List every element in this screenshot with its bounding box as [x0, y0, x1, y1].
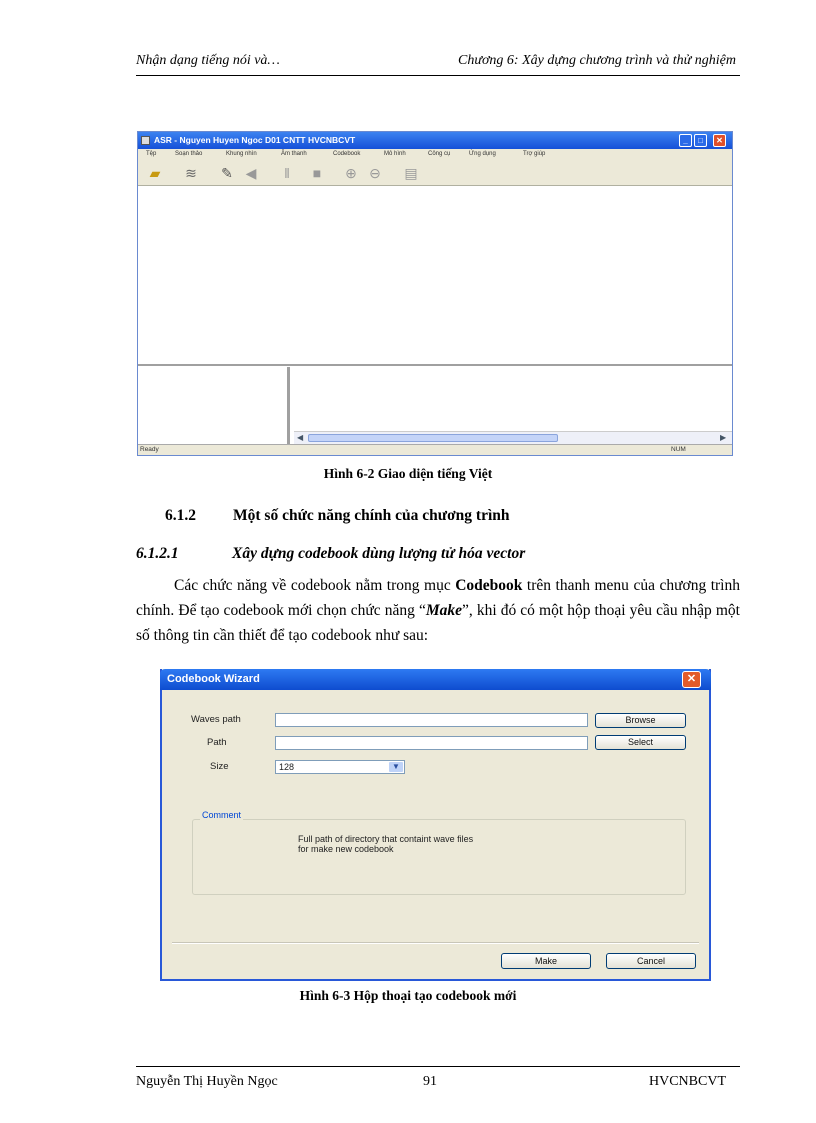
status-num-text: NUM	[671, 446, 686, 453]
dialog-separator	[172, 942, 699, 944]
subsection-title: Xây dựng codebook dùng lượng tử hóa vector	[232, 545, 526, 562]
minimize-icon[interactable]: _	[679, 134, 692, 147]
footer-page-number: 91	[423, 1074, 437, 1089]
asr-toolbar	[138, 160, 732, 186]
comment-text	[298, 834, 473, 854]
section-title: Một số chức năng chính của chương trình	[233, 507, 510, 524]
size-label: Size	[210, 761, 229, 772]
browse-button[interactable]: Browse	[595, 713, 686, 728]
paragraph-bold-codebook: Codebook	[455, 577, 523, 594]
select-button[interactable]: Select	[595, 735, 686, 750]
subsection-number: 6.1.2.1	[136, 545, 179, 562]
asr-right-pane	[294, 367, 732, 431]
size-select-value: 128	[279, 762, 295, 772]
paragraph-part-3: ”, khi đó có một hộp thoại yêu cầu nhập một số thông tin cần thiết để tạo codebook như sau:	[136, 602, 740, 644]
book-icon[interactable]: ▤	[404, 165, 418, 181]
asr-horizontal-scrollbar[interactable]	[294, 431, 732, 444]
asr-window-titlebar	[138, 132, 732, 149]
footer-author: Nguyễn Thị Huyền Ngọc	[136, 1074, 278, 1089]
header-right-text: Chương 6: Xây dựng chương trình và thử nghiệm	[457, 53, 736, 68]
asr-menubar	[138, 149, 732, 160]
dialog-titlebar	[160, 669, 711, 690]
paragraph-part-2: trên thanh menu của chương trình chính. Để tạo codebook mới chọn chức năng “	[136, 577, 740, 619]
asr-statusbar	[138, 444, 732, 455]
codebook-wizard-dialog	[160, 669, 711, 981]
maximize-icon[interactable]: □	[694, 134, 707, 147]
asr-left-pane	[138, 367, 290, 444]
dialog-title: Codebook Wizard	[167, 673, 260, 685]
header-left-text: Nhận dạng tiếng nói và…	[136, 53, 280, 68]
size-select[interactable]	[275, 760, 405, 774]
menu-item-tro-giup[interactable]: Trợ giúp	[523, 151, 546, 157]
open-folder-icon[interactable]: ▰	[149, 165, 161, 181]
running-footer	[136, 1066, 740, 1089]
path-label: Path	[207, 737, 227, 748]
waves-path-label: Waves path	[191, 714, 241, 725]
pause-icon[interactable]: ‖	[284, 165, 290, 181]
scrollbar-thumb[interactable]	[308, 434, 558, 442]
zoom-in-icon[interactable]: ⊕	[345, 165, 357, 181]
section-number: 6.1.2	[165, 507, 196, 524]
chevron-down-icon[interactable]: ▼	[389, 762, 403, 772]
paragraph-italic-make: Make	[425, 602, 462, 619]
dialog-close-icon[interactable]: ✕	[682, 671, 701, 688]
asr-main-window-screenshot	[137, 131, 733, 456]
running-header	[136, 50, 740, 76]
zoom-out-icon[interactable]: ⊖	[369, 165, 381, 181]
comment-line-2: for make new codebook	[298, 844, 394, 854]
menu-item-khung-nhin[interactable]: Khung nhìn	[226, 151, 257, 157]
waves-path-input[interactable]	[275, 713, 588, 727]
make-button[interactable]: Make	[501, 953, 591, 969]
menu-item-am-thanh[interactable]: Âm thanh	[281, 151, 307, 157]
figure-6-3-caption: Hình 6-3 Hộp thoại tạo codebook mới	[299, 988, 517, 1003]
close-icon[interactable]: ✕	[713, 134, 726, 147]
comment-line-1: Full path of directory that containt wave files	[298, 834, 474, 844]
scroll-left-icon[interactable]: ◀	[297, 433, 304, 442]
app-icon	[141, 136, 150, 145]
menu-item-mo-hinh[interactable]: Mô hình	[384, 151, 406, 157]
body-paragraph	[136, 573, 740, 648]
asr-window-title: ASR - Nguyen Huyen Ngoc D01 CNTT HVCNBCVT	[154, 135, 356, 145]
comment-group	[192, 819, 686, 895]
menu-item-cong-cu[interactable]: Công cụ	[428, 151, 451, 157]
comment-legend: Comment	[202, 810, 242, 820]
cancel-button[interactable]: Cancel	[606, 953, 696, 969]
scroll-right-icon[interactable]: ▶	[720, 433, 727, 442]
paragraph-part-1: Các chức năng về codebook nằm trong mục	[174, 577, 456, 594]
path-input[interactable]	[275, 736, 588, 750]
speaker-icon[interactable]: ◀	[245, 165, 257, 181]
footer-organization: HVCNBCVT	[648, 1074, 726, 1089]
asr-main-pane	[138, 186, 732, 366]
database-icon[interactable]: ≋	[185, 165, 197, 181]
figure-6-2-caption: Hình 6-2 Giao diện tiếng Việt	[323, 466, 493, 481]
menu-item-soan-thao[interactable]: Soạn thảo	[175, 151, 203, 157]
status-ready-text: Ready	[140, 446, 159, 453]
menu-item-ung-dung[interactable]: Ứng dụng	[469, 151, 496, 157]
menu-item-tep[interactable]: Tệp	[146, 151, 157, 157]
menu-item-codebook[interactable]: Codebook	[333, 151, 361, 157]
microphone-icon[interactable]: ✎	[221, 165, 233, 181]
stop-icon[interactable]: ■	[312, 165, 322, 181]
